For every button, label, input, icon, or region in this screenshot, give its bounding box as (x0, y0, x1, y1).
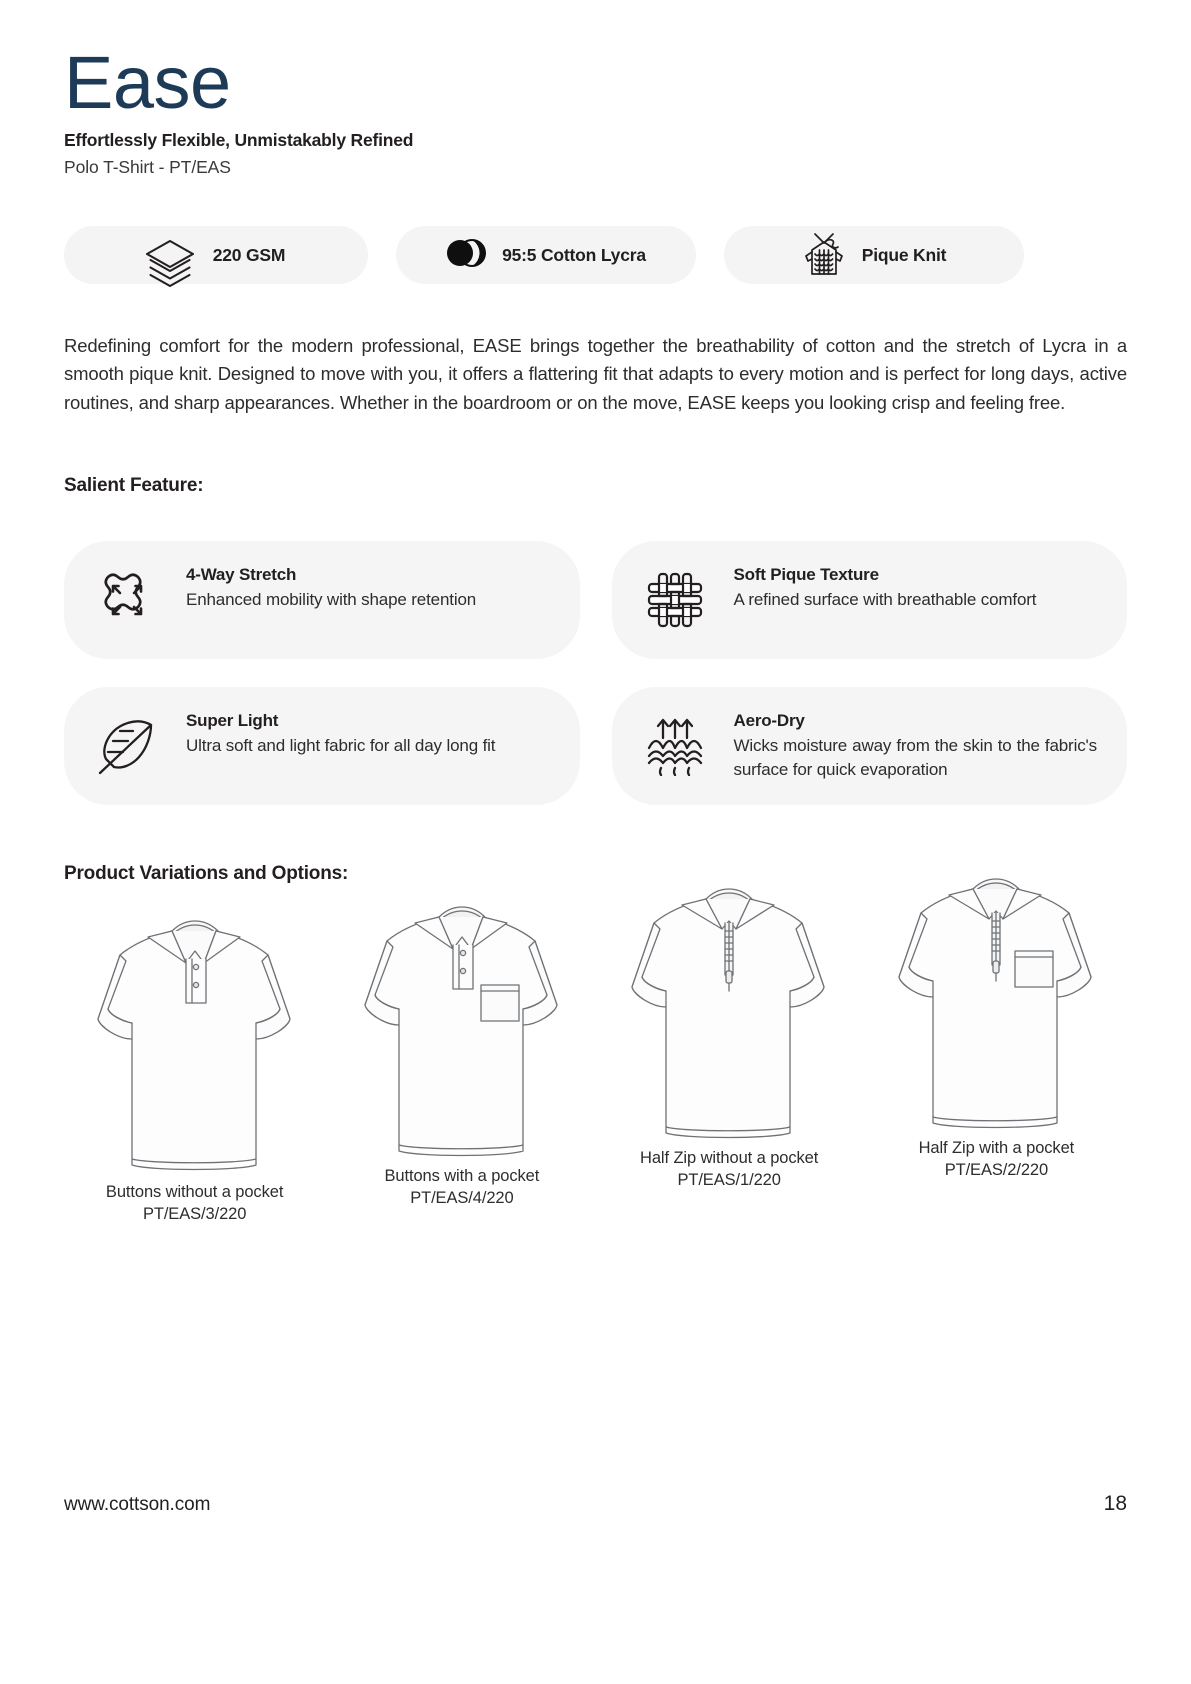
knit-icon (802, 230, 846, 283)
page-header (64, 0, 1127, 178)
feature-description: Enhanced mobility with shape retention (186, 589, 477, 609)
section-title-product-variations: Product Variations and Options: (64, 862, 349, 884)
fabric-blend-icon (446, 238, 486, 273)
feature-title: Super Light (186, 710, 279, 730)
variant-figure (331, 907, 592, 1175)
page-footer (64, 1492, 1127, 1516)
variant-item[interactable] (599, 907, 860, 1224)
feature-description: Wicks moisture away from the skin to the fabric's surface for quick evaporation (733, 735, 1097, 780)
page-title: Ease (64, 41, 231, 124)
section-title-salient-feature: Salient Feature: (64, 474, 204, 496)
variant-name: Half Zip with a pocket (918, 1138, 1075, 1157)
spec-label-blend: 95:5 Cotton Lycra (502, 244, 646, 265)
footer-page-number: 18 (1103, 1492, 1127, 1515)
spec-label-knit: Pique Knit (861, 244, 947, 265)
spec-badge-blend (396, 226, 696, 284)
feature-description: A refined surface with breathable comfort (733, 589, 1037, 609)
variant-sku: PT/EAS/4/220 (410, 1188, 514, 1207)
feature-card-grid (64, 541, 1127, 805)
feature-card-soft-pique-texture (612, 541, 1128, 659)
feature-card-4-way-stretch (64, 541, 580, 659)
feature-title: Aero-Dry (733, 710, 805, 730)
variant-figure (599, 907, 860, 1175)
feature-title: 4-Way Stretch (186, 564, 297, 584)
footer-website-url[interactable]: www.cottson.com (64, 1494, 211, 1515)
variant-sku: PT/EAS/3/220 (142, 1204, 247, 1223)
woven-texture-icon (638, 563, 712, 637)
moisture-wicking-icon (638, 709, 712, 783)
spec-badge-knit (724, 226, 1024, 284)
variant-figure (64, 907, 325, 1175)
variant-item[interactable] (866, 907, 1127, 1224)
spec-badge-gsm (64, 226, 368, 284)
feather-icon (90, 709, 164, 783)
variant-name: Buttons without a pocket (105, 1182, 284, 1201)
variant-sku: PT/EAS/2/220 (944, 1160, 1049, 1179)
variant-figure (866, 907, 1127, 1175)
feature-text-block (734, 709, 1098, 783)
layers-icon (143, 237, 197, 296)
variant-name: Buttons with a pocket (384, 1166, 540, 1185)
spec-label-gsm: 220 GSM (212, 244, 286, 265)
feature-text-block (186, 709, 550, 759)
spec-badge-row (64, 226, 1127, 284)
product-tagline: Effortlessly Flexible, Unmistakably Refined (64, 130, 414, 151)
feature-text-block (734, 563, 1098, 613)
feature-description: Ultra soft and light fabric for all day long fit (186, 735, 496, 755)
variant-sku: PT/EAS/1/220 (677, 1170, 781, 1189)
feature-card-aero-dry (612, 687, 1128, 805)
product-code: Polo T-Shirt - PT/EAS (64, 157, 231, 178)
variant-item[interactable] (331, 907, 592, 1224)
feature-card-super-light (64, 687, 580, 805)
feature-text-block (186, 563, 550, 613)
four-way-stretch-icon (90, 563, 164, 637)
feature-title: Soft Pique Texture (733, 564, 879, 584)
product-description: Redefining comfort for the modern professional, EASE brings together the breathability of cotton and the stretch of Lycra in a smooth pique knit. Designed to move with you, it offers a flattering fit that adapts to every motion and is perfect for long days, active routines, and sharp appearances. Whether in the boardroom or on the move, EASE keeps you looking crisp and feeling free. (64, 335, 1127, 413)
variant-name: Half Zip without a pocket (640, 1148, 819, 1167)
variant-grid (64, 907, 1127, 1224)
variant-item[interactable] (64, 907, 325, 1224)
